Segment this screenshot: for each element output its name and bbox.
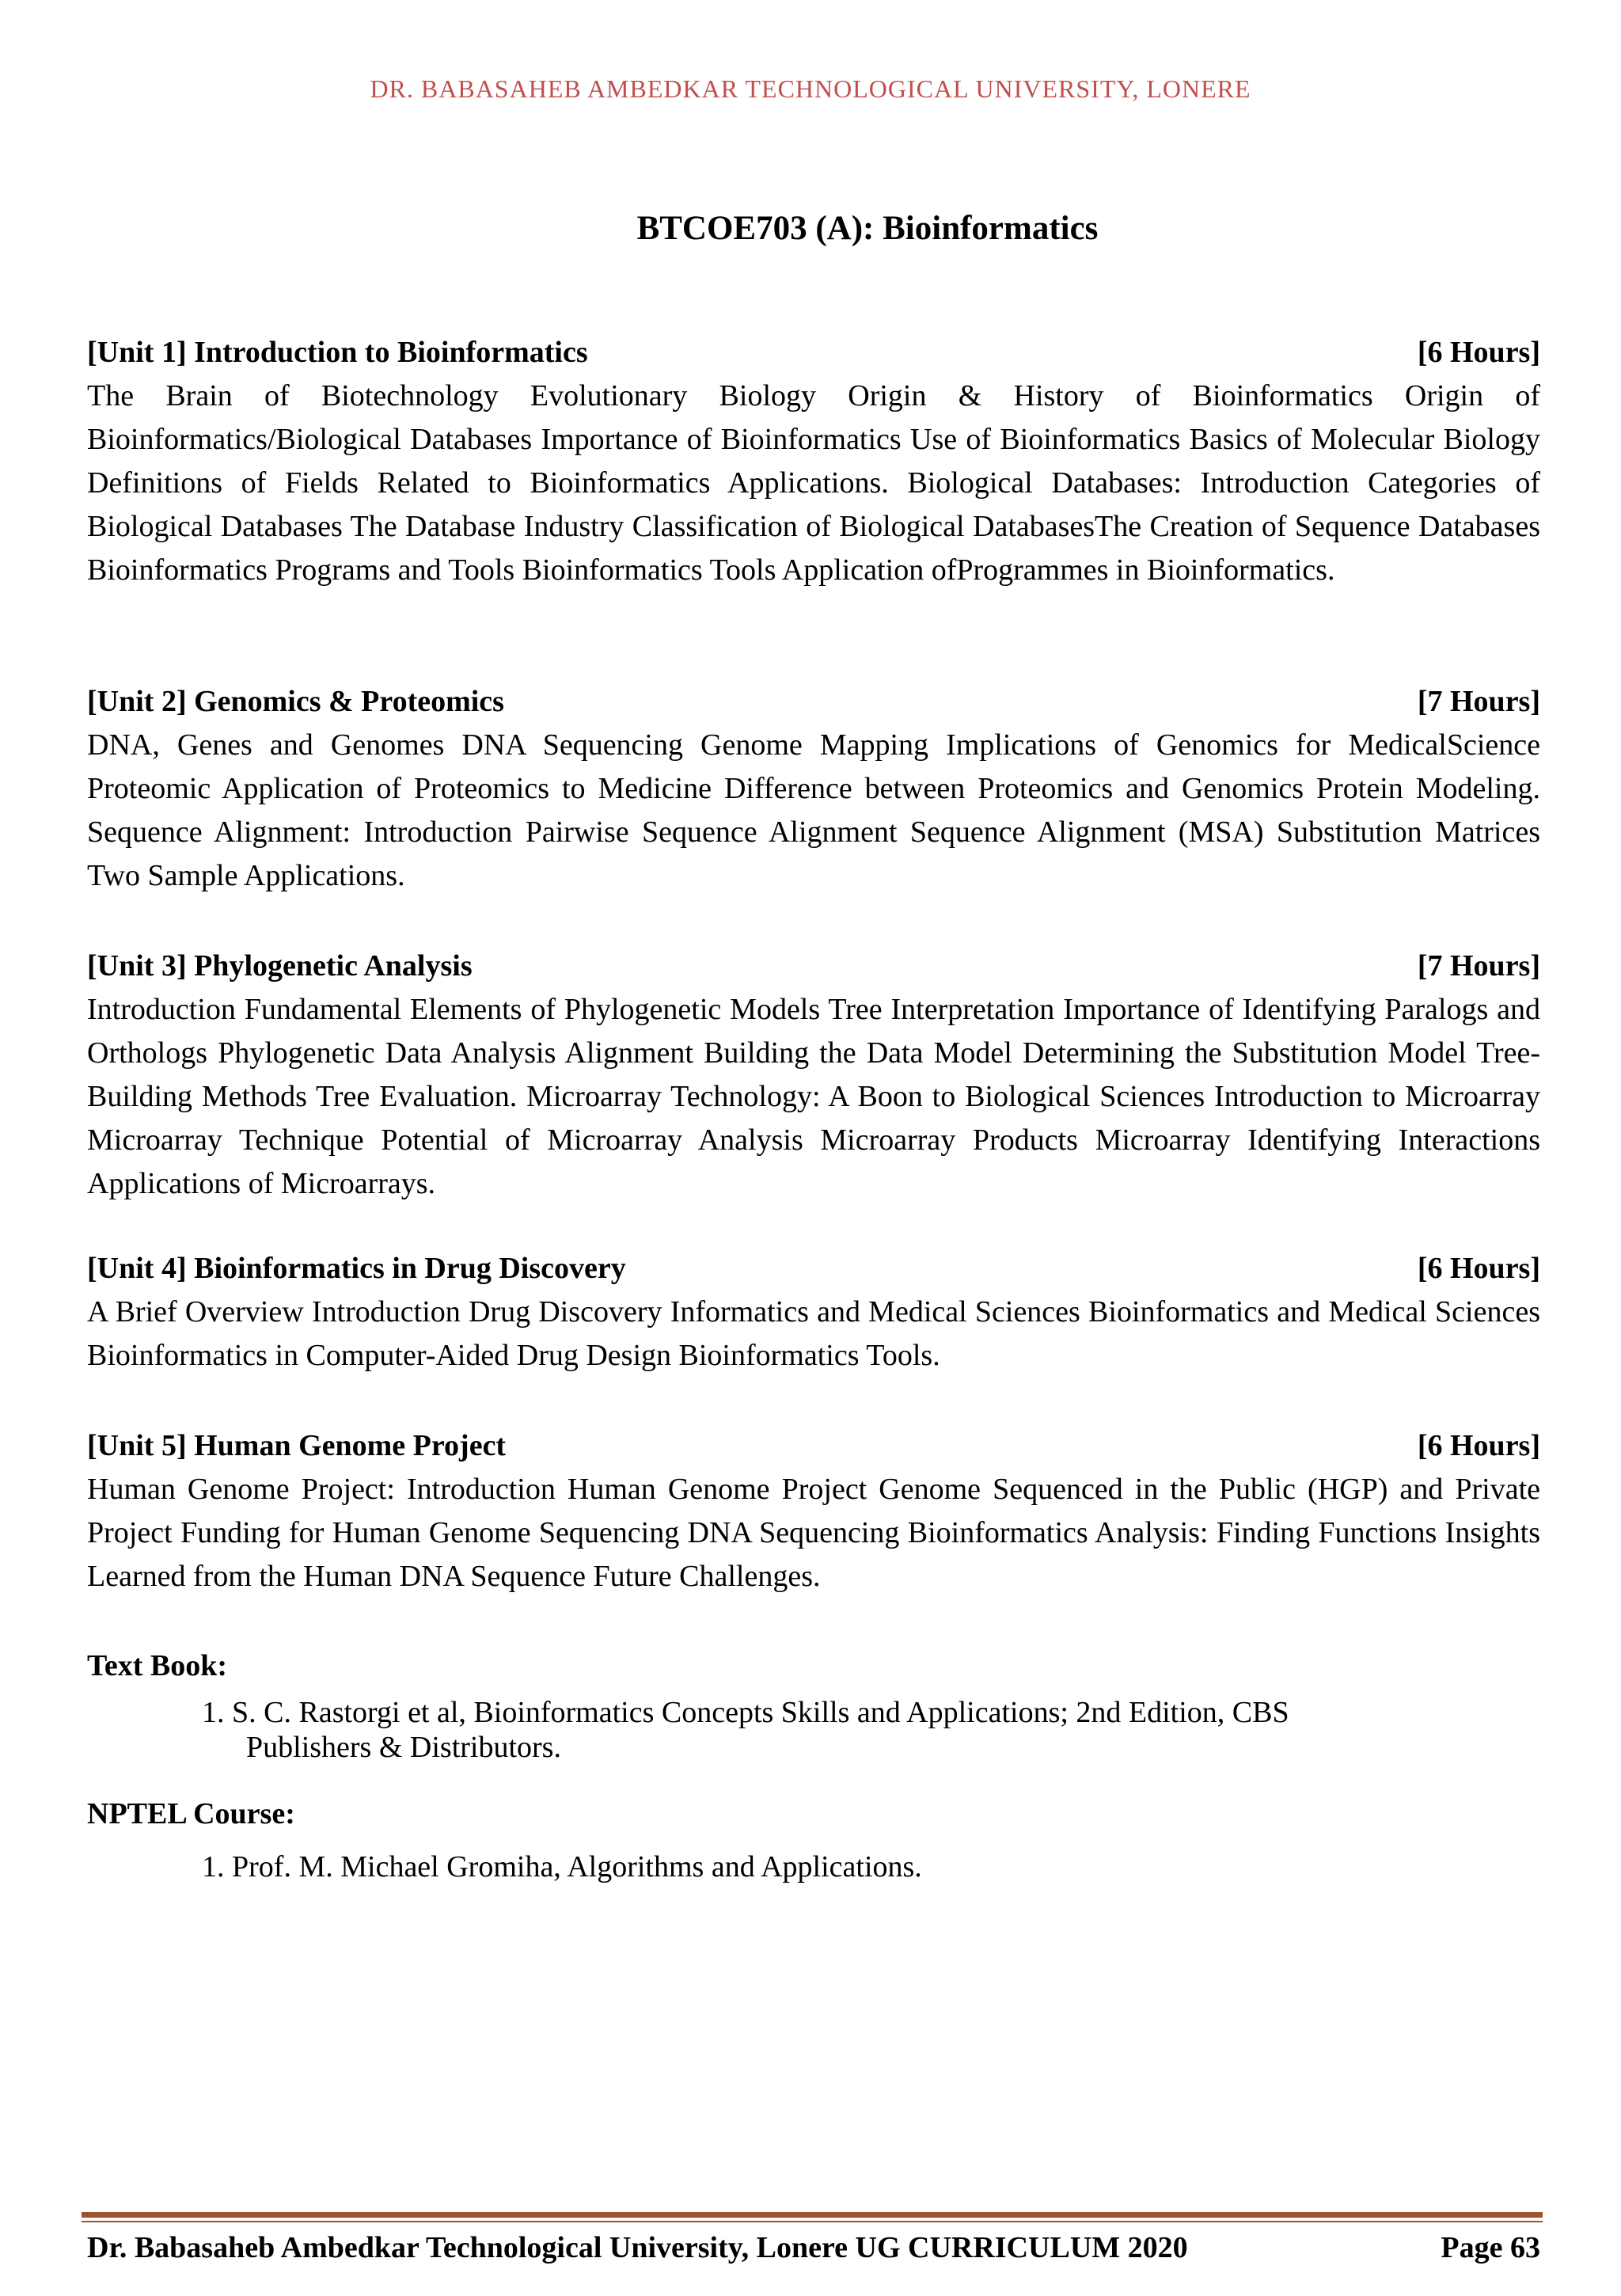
unit-4-heading-row bbox=[87, 1247, 1540, 1291]
page-number: Page 63 bbox=[1441, 2231, 1540, 2264]
text-book-item bbox=[202, 1695, 1468, 1765]
unit-2 bbox=[87, 680, 1540, 898]
unit-5-heading-row bbox=[87, 1424, 1540, 1468]
unit-4 bbox=[87, 1247, 1540, 1378]
nptel-item: 1. Prof. M. Michael Gromiha, Algorithms and Applications. bbox=[202, 1850, 922, 1884]
unit-1 bbox=[87, 331, 1540, 592]
unit-1-heading-row bbox=[87, 331, 1540, 374]
unit-5-heading: [Unit 5] Human Genome Project bbox=[87, 1429, 507, 1462]
course-title: BTCOE703 (A): Bioinformatics bbox=[636, 210, 1099, 247]
unit-1-hours: [6 Hours] bbox=[1417, 336, 1540, 369]
unit-1-heading: [Unit 1] Introduction to Bioinformatics bbox=[87, 336, 588, 369]
syllabus-content bbox=[87, 0, 1540, 2201]
unit-3-heading: [Unit 3] Phylogenetic Analysis bbox=[87, 949, 473, 983]
unit-5-body: Human Genome Project: Introduction Human Genome Project Genome Sequenced in the Public (HGP) and Private Project Funding for Human Genome Sequencing DNA Sequencing Bioinformatics Analysis: Finding Functions Insights Learned from the Human DNA Sequence Future Challenges. bbox=[87, 1473, 1540, 1593]
footer-rule-thick bbox=[82, 2212, 1543, 2218]
unit-2-hours: [7 Hours] bbox=[1417, 685, 1540, 718]
unit-3-heading-row bbox=[87, 945, 1540, 988]
footer-university: Dr. Babasaheb Ambedkar Technological University, Lonere UG CURRICULUM 2020 bbox=[87, 2231, 1188, 2264]
unit-1-body: The Brain of Biotechnology Evolutionary Biology Origin & History of Bioinformatics Origin of Bioinformatics/Biological Databases Importance of Bioinformatics Use of Bioinformatics Basics of Molecular Biology Definitions of Fields Related to Bioinformatics Applications. Biological Databases: Introduction Categories of Biological Databases The Database Industry Classification of Biological DatabasesThe Creation of Sequence Databases Bioinformatics Programs and Tools Bioinformatics Tools Application ofProgrammes in Bioinformatics. bbox=[87, 379, 1540, 587]
unit-4-body: A Brief Overview Introduction Drug Discovery Informatics and Medical Sciences Bioinformatics and Medical Sciences Bioinformatics in Computer-Aided Drug Design Bioinformatics Tools. bbox=[87, 1295, 1540, 1372]
unit-5-hours: [6 Hours] bbox=[1417, 1429, 1540, 1462]
nptel-heading: NPTEL Course: bbox=[87, 1797, 295, 1830]
running-header: DR. BABASAHEB AMBEDKAR TECHNOLOGICAL UNIVERSITY, LONERE bbox=[370, 74, 1251, 103]
text-book-item-line2: Publishers & Distributors. bbox=[246, 1731, 561, 1764]
unit-3-body: Introduction Fundamental Elements of Phylogenetic Models Tree Interpretation Importance of Identifying Paralogs and Orthologs Phylogenetic Data Analysis Alignment Building the Data Model Determining the Substitution Model Tree-Building Methods Tree Evaluation. Microarray Technology: A Boon to Biological Sciences Introduction to Microarray Microarray Technique Potential of Microarray Analysis Microarray Products Microarray Identifying Interactions Applications of Microarrays. bbox=[87, 993, 1540, 1200]
text-book-item-line1: 1. S. C. Rastorgi et al, Bioinformatics Concepts Skills and Applications; 2nd Edition, CBS bbox=[202, 1696, 1289, 1729]
unit-2-heading: [Unit 2] Genomics & Proteomics bbox=[87, 685, 504, 718]
unit-2-body: DNA, Genes and Genomes DNA Sequencing Genome Mapping Implications of Genomics for MedicalScience Proteomic Application of Proteomics to Medicine Difference between Proteomics and Genomics Protein Modeling. Sequence Alignment: Introduction Pairwise Sequence Alignment Sequence Alignment (MSA) Substitution Matrices Two Sample Applications. bbox=[87, 728, 1540, 892]
unit-4-hours: [6 Hours] bbox=[1417, 1252, 1540, 1285]
unit-5 bbox=[87, 1424, 1540, 1598]
unit-4-heading: [Unit 4] Bioinformatics in Drug Discovery bbox=[87, 1252, 626, 1285]
unit-2-heading-row bbox=[87, 680, 1540, 724]
page-footer bbox=[87, 2226, 1540, 2270]
text-book-heading: Text Book: bbox=[87, 1649, 228, 1682]
footer-rule-thin bbox=[82, 2221, 1543, 2222]
unit-3-hours: [7 Hours] bbox=[1417, 949, 1540, 983]
unit-3 bbox=[87, 945, 1540, 1206]
